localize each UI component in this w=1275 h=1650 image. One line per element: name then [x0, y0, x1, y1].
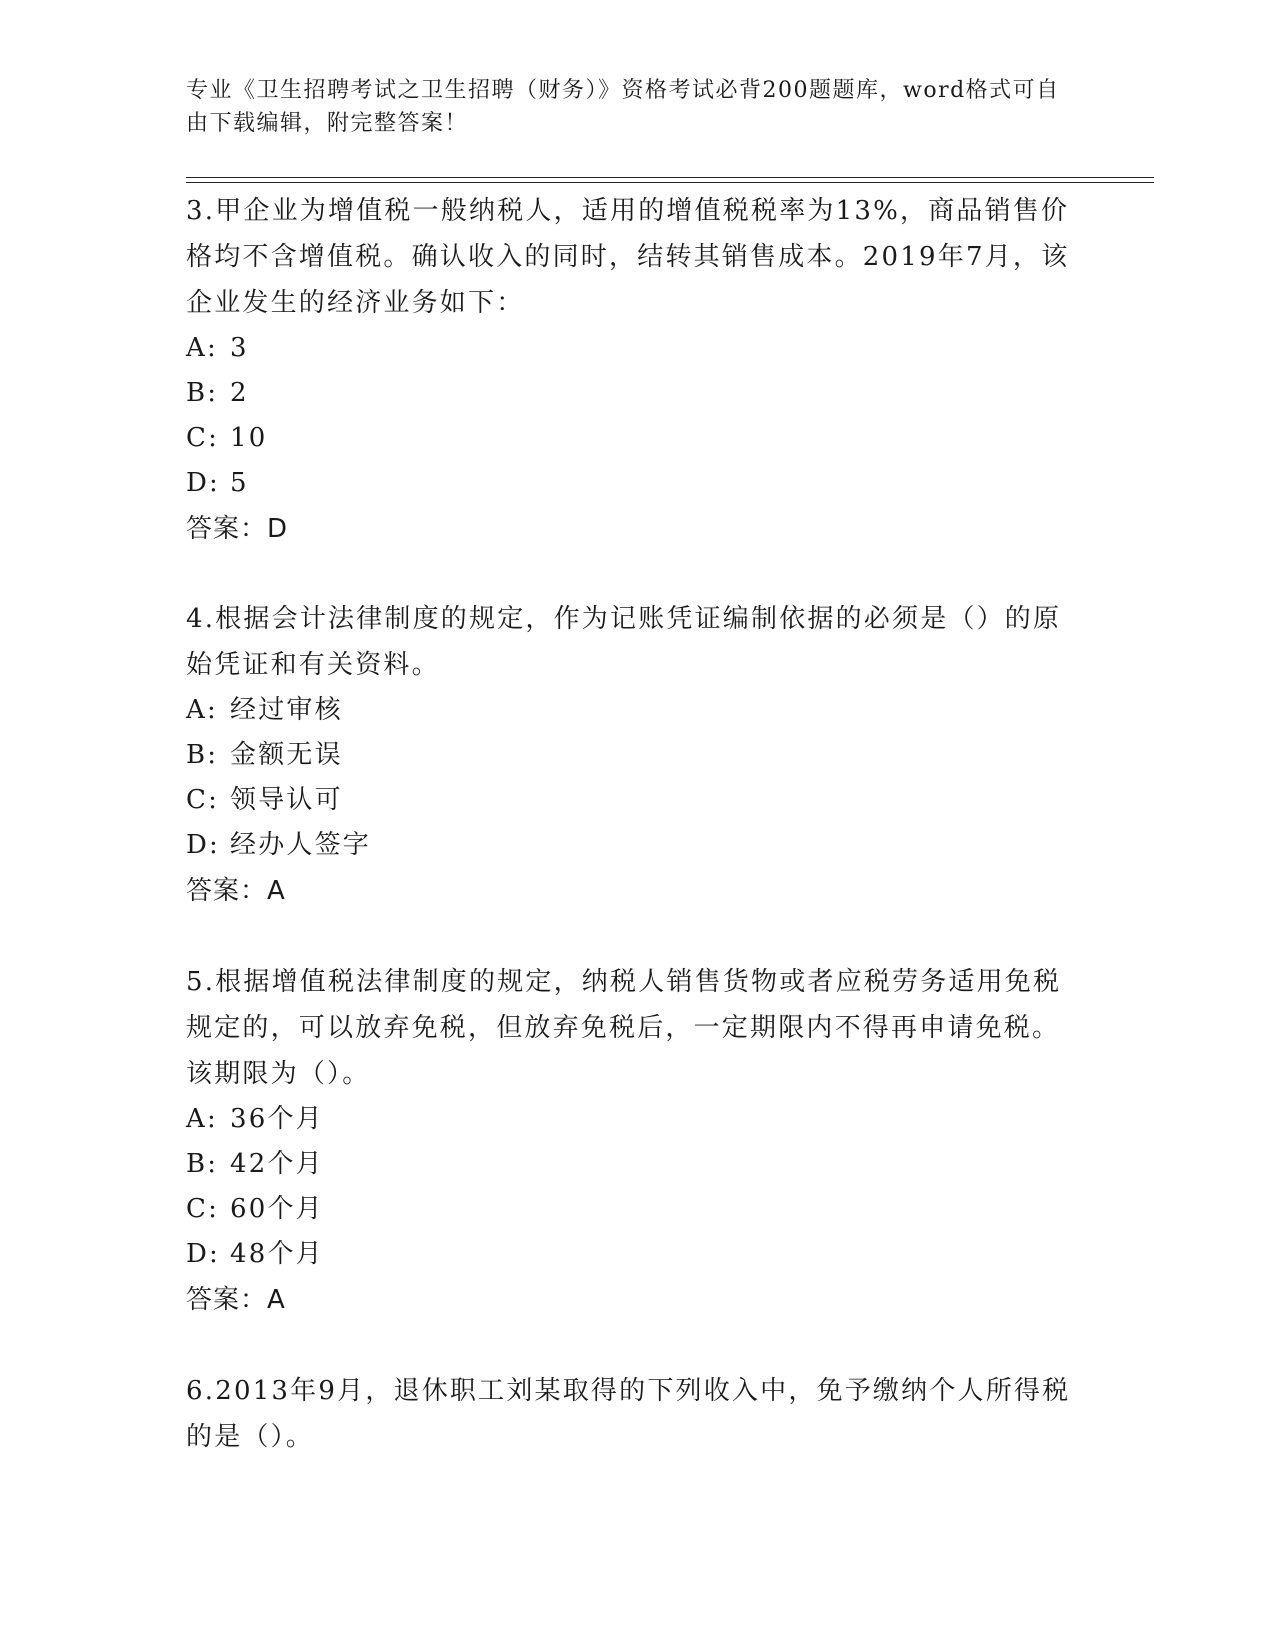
question-4 [186, 596, 1086, 914]
option-a [186, 326, 1086, 371]
option-d [186, 461, 1086, 506]
option-letter: D: [186, 1239, 221, 1269]
header-divider-bottom [186, 182, 1154, 183]
question-text: 5.根据增值税法律制度的规定，纳税人销售货物或者应税劳务适用免税规定的，可以放弃免税，但放弃免税后，一定期限内不得再申请免税。该期限为（）。 [186, 967, 1062, 1089]
option-c [186, 1187, 1086, 1232]
option-letter: D: [186, 830, 221, 860]
answer-line: 答案：A [186, 1285, 286, 1315]
option-text: 5 [230, 468, 249, 498]
option-d [186, 823, 1086, 868]
option-d [186, 1232, 1086, 1277]
option-text: 领导认可 [230, 785, 343, 815]
option-c [186, 416, 1086, 461]
option-letter: C: [186, 785, 220, 815]
question-text: 6.2013年9月，退休职工刘某取得的下列收入中，免予缴纳个人所得税的是（）。 [186, 1376, 1071, 1452]
question-6 [186, 1368, 1086, 1460]
option-text: 60个月 [230, 1194, 324, 1224]
option-letter: B: [186, 1149, 219, 1179]
option-letter: B: [186, 740, 219, 770]
answer-line: 答案：D [186, 514, 289, 544]
question-text: 3.甲企业为增值税一般纳税人，适用的增值税税率为13%，商品销售价格均不含增值税。确认收入的同时，结转其销售成本。2019年7月，该企业发生的经济业务如下： [186, 196, 1070, 318]
option-text: 3 [230, 333, 249, 363]
document-header: 专业《卫生招聘考试之卫生招聘（财务）》资格考试必背200题题库，word格式可自由下载编辑，附完整答案！ [186, 78, 1060, 136]
answer-line: 答案：A [186, 876, 286, 906]
option-text: 2 [230, 378, 249, 408]
option-text: 10 [230, 423, 268, 453]
option-letter: C: [186, 423, 220, 453]
option-letter: A: [186, 695, 218, 725]
option-letter: A: [186, 333, 218, 363]
header-divider-top [186, 177, 1154, 178]
option-letter: A: [186, 1104, 218, 1134]
option-text: 经办人签字 [230, 830, 372, 860]
option-letter: B: [186, 378, 219, 408]
option-a [186, 1097, 1086, 1142]
option-b [186, 1142, 1086, 1187]
option-letter: D: [186, 468, 221, 498]
question-5 [186, 959, 1086, 1323]
option-c [186, 778, 1086, 823]
question-3 [186, 188, 1086, 552]
option-text: 36个月 [230, 1104, 324, 1134]
option-text: 48个月 [230, 1239, 324, 1269]
option-b [186, 371, 1086, 416]
option-b [186, 733, 1086, 778]
option-text: 经过审核 [230, 695, 343, 725]
option-a [186, 688, 1086, 733]
option-text: 金额无误 [230, 740, 343, 770]
option-letter: C: [186, 1194, 220, 1224]
question-text: 4.根据会计法律制度的规定，作为记账凭证编制依据的必须是（）的原始凭证和有关资料。 [186, 604, 1062, 680]
option-text: 42个月 [230, 1149, 324, 1179]
